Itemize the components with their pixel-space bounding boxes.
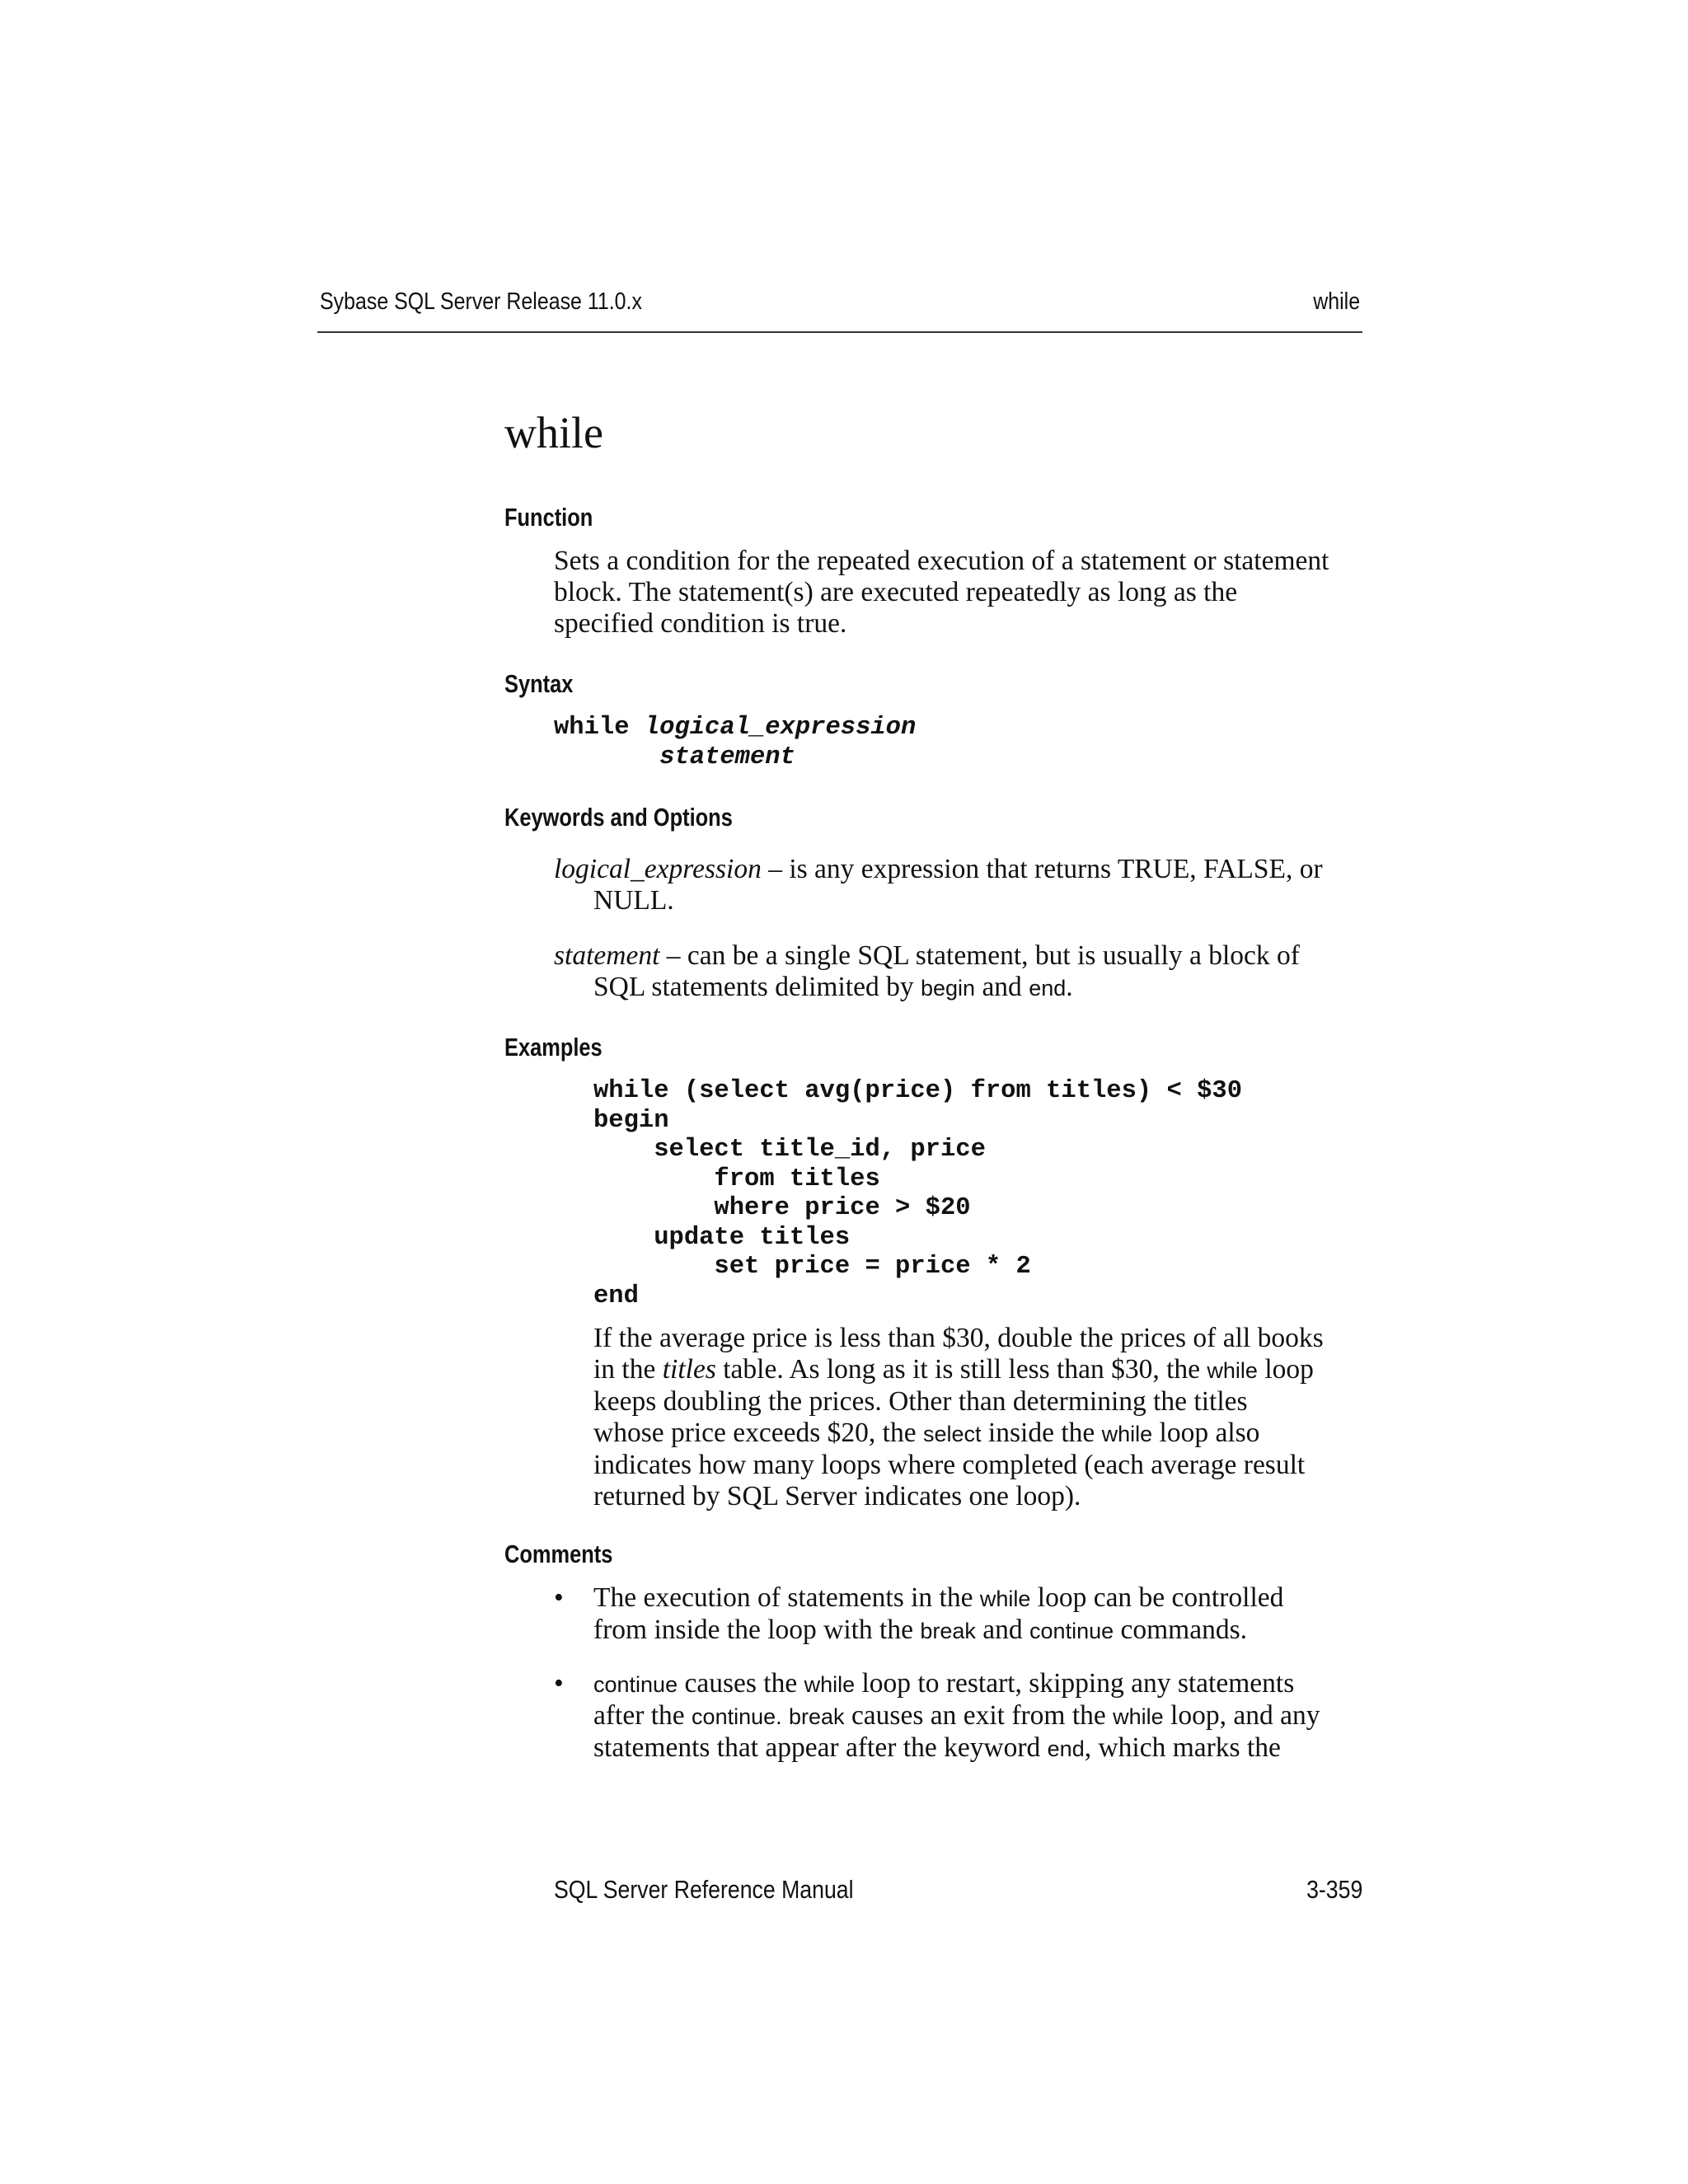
function-description (554, 546, 1370, 640)
term-statement: statement (554, 940, 660, 971)
keyword-begin: begin (920, 976, 976, 1001)
keyword-continue: continue (593, 1672, 678, 1697)
example-desc-line: in the titles table. As long as it is still less than $30, the while loop (593, 1354, 1314, 1385)
code-line: begin (593, 1106, 669, 1135)
keyword-while: while (1113, 1704, 1164, 1729)
keyword-continue: continue. (692, 1704, 782, 1729)
example-code (593, 1077, 1242, 1311)
table-name-titles: titles (662, 1354, 716, 1385)
keyword-while: while (1101, 1422, 1153, 1446)
example-desc-line: keeps doubling the prices. Other than determining the titles (593, 1386, 1248, 1417)
statement-cont-period: . (1066, 972, 1073, 1002)
comment-item: • continue causes the while loop to restart, skipping any statements after the continue. break causes an exit from the while loop, and any statements that appear after the keyword end, which marks the (554, 1668, 1320, 1763)
examples-heading: Examples (504, 1033, 603, 1062)
function-line-2: block. The statement(s) are executed repeatedly as long as the (554, 577, 1238, 607)
syntax-keyword: while (554, 714, 630, 742)
syntax-heading: Syntax (504, 669, 574, 698)
statement-cont-and: and (975, 972, 1029, 1002)
page-number: 3-359 (1306, 1875, 1362, 1904)
term-statement-desc: – can be a single SQL statement, but is usually a block of (659, 940, 1300, 971)
code-line: where price > $20 (593, 1194, 971, 1222)
term-logical-expression: logical_expression (554, 854, 762, 884)
footer-manual-title: SQL Server Reference Manual (554, 1875, 854, 1904)
syntax-block (554, 714, 916, 772)
running-header (317, 288, 1362, 333)
syntax-arg-statement: statement (659, 743, 795, 771)
comments-heading: Comments (504, 1540, 613, 1568)
keyword-entry-statement (554, 940, 1300, 1004)
code-line: select title_id, price (593, 1136, 986, 1164)
keyword-break: break (920, 1619, 976, 1643)
example-desc-line: If the average price is less than $30, double the prices of all books (593, 1323, 1324, 1353)
keywords-heading: Keywords and Options (504, 803, 733, 832)
keyword-end: end (1029, 976, 1067, 1001)
example-desc-line: returned by SQL Server indicates one loop). (593, 1481, 1081, 1511)
term-logical-expression-cont: NULL. (593, 885, 674, 916)
function-line-3: specified condition is true. (554, 608, 847, 639)
keyword-continue: continue (1029, 1619, 1114, 1643)
statement-cont-text: SQL statements delimited by (593, 972, 921, 1002)
keyword-while: while (804, 1672, 856, 1697)
example-description (593, 1323, 1376, 1512)
term-logical-expression-desc: – is any expression that returns TRUE, FALSE, or (761, 854, 1323, 884)
header-topic: while (1313, 288, 1360, 315)
keyword-entry-logical-expression (554, 854, 1323, 916)
code-line: while (select avg(price) from titles) < $30 (593, 1077, 1243, 1105)
comment-item: • The execution of statements in the while loop can be controlled from inside the loop with the break and continue commands. (554, 1582, 1284, 1645)
function-line-1: Sets a condition for the repeated execution of a statement or statement (554, 546, 1329, 576)
code-line: end (593, 1282, 639, 1310)
function-heading: Function (504, 503, 593, 532)
syntax-arg-expression: logical_expression (644, 714, 917, 742)
bullet-icon: • (554, 1668, 564, 1699)
keyword-break: break (789, 1704, 845, 1729)
code-line: set price = price * 2 (593, 1253, 1031, 1281)
header-product: Sybase SQL Server Release 11.0.x (320, 288, 642, 315)
code-line: from titles (593, 1165, 880, 1193)
example-desc-line: indicates how many loops where completed (each average result (593, 1450, 1306, 1480)
keyword-while: while (979, 1586, 1031, 1611)
code-line: update titles (593, 1223, 851, 1252)
bullet-icon: • (554, 1582, 564, 1613)
keyword-select: select (923, 1422, 982, 1446)
example-desc-line: whose price exceeds $20, the select inside the while loop also (593, 1418, 1260, 1448)
keyword-while: while (1207, 1358, 1258, 1383)
page-title: while (504, 408, 603, 457)
keyword-end: end (1047, 1736, 1085, 1761)
